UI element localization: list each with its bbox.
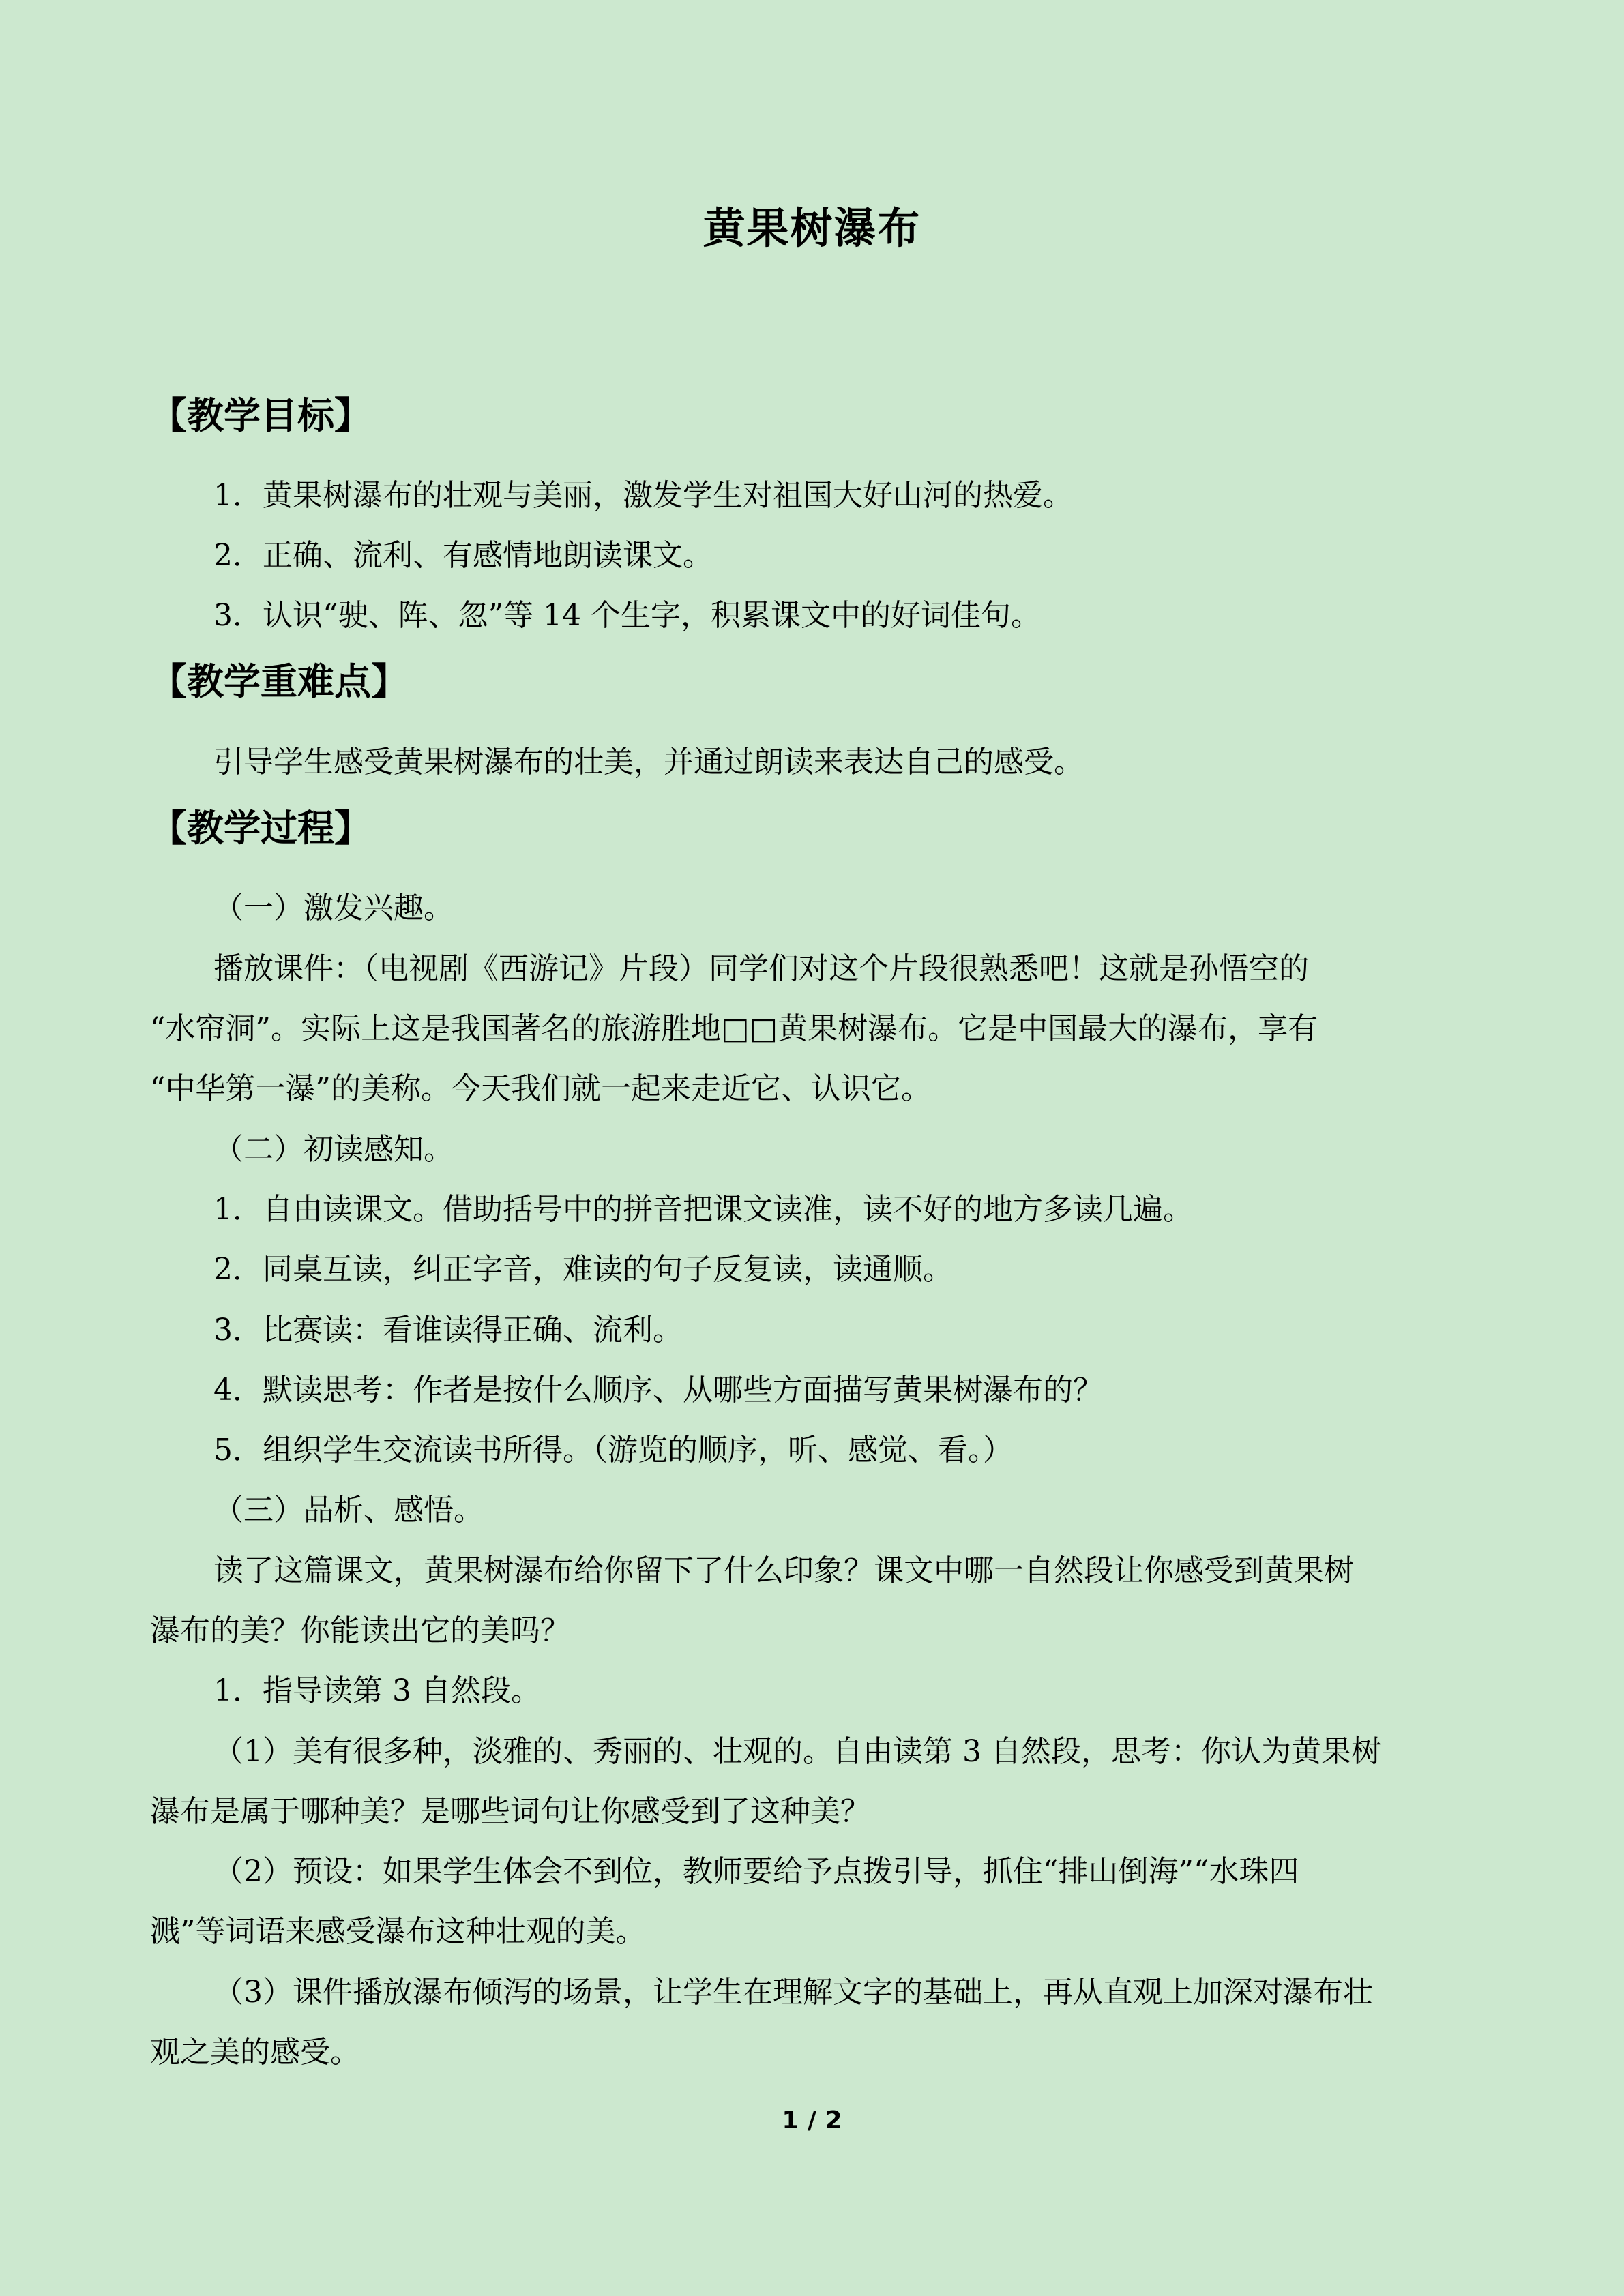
process-line: （1）美有很多种，淡雅的、秀丽的、壮观的。自由读第 3 自然段，思考：你认为黄果树	[213, 1734, 1381, 1769]
process-line: 观之美的感受。	[150, 2035, 360, 2070]
process-line: 1．指导读第 3 自然段。	[213, 1673, 541, 1708]
process-line: （2）预设：如果学生体会不到位，教师要给予点拨引导，抓住“排山倒海”“水珠四	[213, 1854, 1299, 1889]
process-line: 播放课件：（电视剧《西游记》片段）同学们对这个片段很熟悉吧！这就是孙悟空的	[213, 951, 1309, 986]
section-heading-key-points: 【教学重难点】	[150, 660, 408, 703]
process-line: （二）初读感知。	[213, 1132, 454, 1167]
goal-item: 3．认识“驶、阵、忽”等 14 个生字，积累课文中的好词佳句。	[213, 598, 1041, 633]
goal-item: 1．黄果树瀑布的壮观与美丽，激发学生对祖国大好山河的热爱。	[213, 478, 1073, 513]
process-line: （3）课件播放瀑布倾泻的场景，让学生在理解文字的基础上，再从直观上加深对瀑布壮	[213, 1975, 1373, 2010]
process-line: 溅”等词语来感受瀑布这种壮观的美。	[150, 1914, 646, 1949]
process-line: “水帘洞”。实际上这是我国著名的旅游胜地□□黄果树瀑布。它是中国最大的瀑布，享有	[150, 1011, 1318, 1046]
process-line: 5．组织学生交流读书所得。（游览的顺序，听、感觉、看。）	[213, 1433, 1013, 1467]
document-title: 黄果树瀑布	[703, 203, 921, 253]
goal-item: 2．正确、流利、有感情地朗读课文。	[213, 538, 713, 573]
process-line: （一）激发兴趣。	[213, 891, 454, 925]
page-number: 1 / 2	[782, 2106, 842, 2134]
process-line: （三）品析、感悟。	[213, 1493, 484, 1527]
section-heading-goals: 【教学目标】	[150, 394, 371, 437]
key-points-text: 引导学生感受黄果树瀑布的壮美，并通过朗读来表达自己的感受。	[213, 745, 1084, 779]
process-line: 4．默读思考：作者是按什么顺序、从哪些方面描写黄果树瀑布的？	[213, 1373, 1103, 1407]
process-line: 读了这篇课文，黄果树瀑布给你留下了什么印象？课文中哪一自然段让你感受到黄果树	[213, 1553, 1354, 1588]
process-line: 1．自由读课文。借助括号中的拼音把课文读准，读不好的地方多读几遍。	[213, 1192, 1193, 1227]
process-line: “中华第一瀑”的美称。今天我们就一起来走近它、认识它。	[150, 1071, 931, 1106]
process-line: 3．比赛读：看谁读得正确、流利。	[213, 1313, 683, 1347]
process-line: 2．同桌互读，纠正字音，难读的句子反复读，读通顺。	[213, 1252, 953, 1287]
process-line: 瀑布是属于哪种美？是哪些词句让你感受到了这种美？	[150, 1794, 870, 1829]
process-line: 瀑布的美？你能读出它的美吗？	[150, 1613, 570, 1648]
section-heading-process: 【教学过程】	[150, 807, 371, 850]
